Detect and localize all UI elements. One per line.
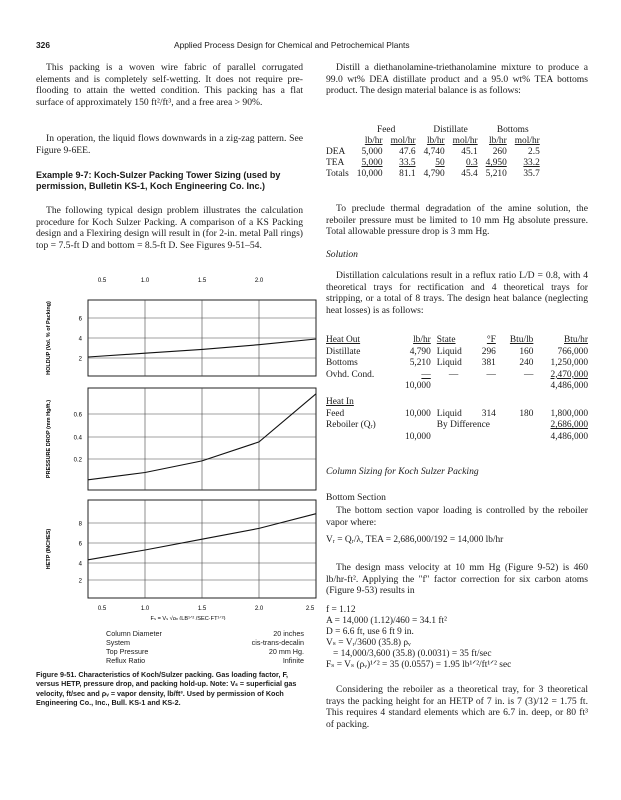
ht-header: State [436, 335, 456, 345]
mb-cell: 4,740 [423, 147, 445, 157]
running-title: Applied Process Design for Chemical and Petrochemical Plants [174, 40, 410, 50]
ht-cell: Bottoms [326, 358, 358, 369]
calc-line: = 14,000/3,600 (35.8) (0.0031) = 35 ft/sec [326, 649, 492, 659]
ht-cell: Ovhd. Cond. [326, 369, 375, 380]
ht-cell: — [486, 369, 496, 380]
mb-unit: mol/hr [514, 136, 540, 146]
mb-cell: 4,790 [423, 169, 445, 179]
mb-cell: 33.2 [523, 158, 540, 168]
x-tick-label-top: 0.5 [97, 278, 107, 284]
ht-cell: By Difference [436, 420, 490, 431]
ht-cell: 2,470,000 [550, 369, 588, 380]
mb-cell: 0.3 [465, 158, 478, 168]
mb-unit: lb/hr [364, 136, 383, 146]
mb-cell: 5,000 [361, 158, 383, 168]
x-tick-label-top: 1.0 [140, 278, 150, 284]
ht-cell: — [524, 369, 534, 380]
ht-row [326, 347, 588, 359]
right-para-4: The bottom section vapor loading is controlled by the reboiler vapor where: [326, 505, 588, 528]
y-tick-label: 0.6 [73, 412, 82, 419]
mb-unit: mol/hr [390, 136, 416, 146]
mb-row [326, 147, 544, 158]
ht-cell: — [448, 369, 459, 380]
x-tick-label-top: 1.5 [197, 278, 207, 284]
spec-label: System [106, 638, 130, 647]
left-para-2: In operation, the liquid flows downwards in a zig-zag pattern. See Figure 9-6EE. [36, 133, 303, 156]
spec-value: 20 mm Hg. [268, 647, 304, 656]
ht-row [326, 358, 588, 370]
ht-cell: 314 [481, 408, 496, 419]
x-tick-label-bottom: 0.5 [97, 606, 107, 612]
spec-row [106, 629, 304, 638]
y-axis-label: HOLDUP (Vol. % of Packing) [46, 301, 52, 375]
ht-cell: 766,000 [557, 346, 588, 357]
ht-cell: Distillate [326, 346, 361, 357]
material-balance-table [326, 125, 544, 180]
ht-cell: 381 [481, 358, 496, 369]
y-tick-label: 2 [78, 356, 82, 363]
ht-header-row [326, 335, 588, 347]
y-tick-label: 2 [78, 578, 82, 585]
ht-cell: 240 [519, 358, 534, 369]
calc-line: Fₛ = Vₛ (ρᵥ)¹ᐟ² = 35 (0.0557) = 1.95 lb¹ᐟ²/ft¹ᐟ² sec [326, 660, 512, 670]
ht-cell: 4,486,000 [550, 431, 588, 442]
right-para-1: Distill a diethanolamine-triethanolamine mixture to produce a 99.0 wt% DEA distillate product and a 95.0 wt% TEA bottoms product. The design material balance is as follows: [326, 62, 588, 96]
x-tick-label-bottom: 1.5 [197, 606, 207, 612]
mb-row-label: Totals [326, 169, 349, 179]
calc-line: A = 14,000 (1.12)/460 = 34.1 ft² [326, 616, 447, 626]
mb-group: Distillate [433, 125, 468, 135]
ht-cell: 180 [519, 408, 534, 419]
y-tick-label: 4 [78, 561, 82, 568]
x-axis-label: Fₛ = Vₛ √ρᵥ (LB¹ᐟ² /SEC·FT¹ᐟ²) [150, 616, 226, 620]
mb-cell: 5,210 [485, 169, 507, 179]
ht-header: Heat Out [326, 335, 361, 345]
mb-row-label: DEA [326, 147, 346, 157]
ht-cell: 4,790 [409, 346, 431, 357]
mb-cell: 33.5 [399, 158, 416, 168]
ht-header: Btu/hr [564, 335, 588, 345]
ht-cell: 1,250,000 [550, 358, 588, 369]
solution-heading: Solution [326, 249, 358, 260]
figure-9-51 [28, 268, 318, 620]
figure-caption: Figure 9-51. Characteristics of Koch/Sulzer packing. Gas loading factor, F, versus HETP, pressure drop, and packing hold-up. Note: Vₛ = superficial gas velocity, ft/sec and ρᵥ = vapor density, lb/ft³. Used by permission of Koch Engineering Co., Inc., Bull. KS-1 and KS-2. [36, 670, 297, 708]
calc-line: Vₛ = Vᵣ/3600 (35.8) ρᵥ [326, 638, 411, 648]
mb-unit: mol/hr [452, 136, 478, 146]
x-tick-label-bottom: 1.0 [140, 606, 150, 612]
ht-cell: Liquid [436, 408, 462, 419]
spec-row [106, 656, 304, 665]
mb-cell: 45.4 [461, 169, 478, 179]
mb-units-row [326, 136, 544, 147]
spec-value: 20 inches [273, 629, 304, 638]
mb-unit: lb/hr [489, 136, 507, 146]
ht-cell: Feed [326, 408, 345, 419]
ht-row [326, 409, 588, 421]
ht-header: °F [486, 335, 496, 345]
mb-cell: 81.1 [399, 169, 416, 179]
right-para-6: Considering the reboiler as a theoretical tray, for 3 theoretical trays the packing height for an HETP of 7 in. is 7 (3)/12 = 1.75 ft. This requires 4 standard elements which are 6.7 in. deep, or 80 ft³ of packing. [326, 684, 588, 730]
figure-specs [106, 629, 304, 665]
mb-cell: 260 [492, 147, 507, 157]
column-sizing-heading: Column Sizing for Koch Sulzer Packing [326, 466, 479, 477]
ht-row [326, 370, 588, 382]
ht-heat-in-row [326, 393, 588, 409]
ht-cell: 160 [519, 346, 534, 357]
heat-balance-table [326, 335, 588, 443]
mb-cell: 4,950 [485, 158, 507, 168]
page-number: 326 [36, 40, 50, 50]
y-tick-label: 6 [78, 541, 82, 548]
mb-group-row [326, 125, 544, 136]
ht-subheading: Heat In [326, 396, 354, 407]
spec-label: Reflux Ratio [106, 656, 146, 665]
x-tick-label-top: 2.0 [254, 278, 264, 284]
mb-cell: 10,000 [356, 169, 383, 179]
mb-cell: 45.1 [461, 147, 478, 157]
mb-unit: lb/hr [426, 136, 445, 146]
ht-cell: 296 [481, 346, 496, 357]
y-tick-label: 8 [78, 521, 82, 528]
mb-cell: 35.7 [523, 169, 540, 179]
bottom-section-heading: Bottom Section [326, 492, 386, 503]
ht-row [326, 420, 588, 432]
ht-cell: 10,000 [405, 381, 431, 392]
mb-row [326, 169, 544, 180]
mb-cell: 50 [435, 158, 445, 168]
spec-row [106, 647, 304, 656]
spec-row [106, 638, 304, 647]
mb-group: Feed [377, 125, 396, 135]
y-tick-label: 0.4 [73, 435, 82, 442]
y-tick-label: 0.2 [73, 457, 82, 464]
calc-line: D = 6.6 ft, use 6 ft 9 in. [326, 627, 414, 637]
mb-group: Bottoms [496, 125, 529, 135]
equation-vr: Vᵣ = Qᵣ/λ, TEA = 2,686,000/192 = 14,000 lb/hr [326, 535, 504, 545]
calc-line: f = 1.12 [326, 605, 356, 615]
x-tick-label-bottom: 2.5 [305, 606, 315, 612]
mb-row [326, 158, 544, 169]
ht-header: lb/hr [413, 335, 431, 345]
y-tick-label: 4 [78, 336, 82, 343]
ht-cell: Liquid [436, 358, 462, 369]
mb-row-label: TEA [326, 158, 345, 168]
ht-cell: 5,210 [409, 358, 431, 369]
ht-header: Btu/lb [509, 335, 534, 345]
mb-cell: 2.5 [528, 147, 540, 157]
left-para-1: This packing is a woven wire fabric of parallel corrugated elements and is completely self-wetting. It does not require pre-flooding to attain the wetted condition. This packing has a flat surface of approximately 150 ft²/ft³, and a free area > 90%. [36, 62, 303, 108]
ht-cell: 2,686,000 [550, 420, 588, 431]
ht-cell: 4,486,000 [550, 381, 588, 392]
page-header [36, 40, 584, 54]
spec-label: Top Pressure [106, 647, 149, 656]
ht-total-row [326, 381, 588, 393]
right-para-3: Distillation calculations result in a reflux ratio L/D = 0.8, with 4 theoretical trays for rectification and 4 theoretical trays for stripping, or a total of 8 trays. The design heat balance (neglecting heat losses) is as follows: [326, 270, 588, 316]
example-title: Example 9-7: Koch-Sulzer Packing Tower Sizing (used by permission, Bulletin KS-1, Koch Engineering Co. Inc.) [36, 170, 281, 191]
ht-cell: — [421, 369, 431, 380]
y-axis-label: HETP (INCHES) [46, 528, 52, 570]
ht-cell: 1,800,000 [550, 408, 588, 419]
y-tick-label: 6 [78, 316, 82, 323]
ht-total-row [326, 432, 588, 444]
spec-value: cis-trans-decalin [251, 638, 304, 647]
y-axis-label: PRESSURE DROP (mm Hg/ft.) [46, 399, 52, 479]
right-para-2: To preclude thermal degradation of the amine solution, the reboiler pressure must be limited to 10 mm Hg absolute pressure. Total allowable pressure drop is 3 mm Hg. [326, 203, 588, 237]
ht-cell: Liquid [436, 346, 462, 357]
mb-cell: 47.6 [399, 147, 416, 157]
spec-value: Infinite [282, 656, 304, 665]
right-para-5: The design mass velocity at 10 mm Hg (Figure 9-52) is 460 lb/hr-ft². Applying the "f" factor correction for six carbon atoms (Figure 9-53) results in [326, 562, 588, 596]
ht-cell [393, 420, 434, 432]
calculation-block [326, 605, 511, 671]
ht-cell: Reboiler (Qᵣ) [326, 420, 376, 431]
ht-cell: 10,000 [405, 408, 431, 419]
spec-label: Column Diameter [106, 629, 162, 638]
left-para-3: The following typical design problem illustrates the calculation procedure for Koch Sulzer Packing. A comparison of a KS Packing design and a Flexiring design will result in (for 2-in. metal Pall rings) top = 7.5-ft D and bottom = 8.5-ft D. See Figures 9-51–54. [36, 205, 303, 251]
x-tick-label-bottom: 2.0 [254, 606, 264, 612]
mb-cell: 5,000 [361, 147, 383, 157]
ht-cell: 10,000 [405, 431, 431, 442]
